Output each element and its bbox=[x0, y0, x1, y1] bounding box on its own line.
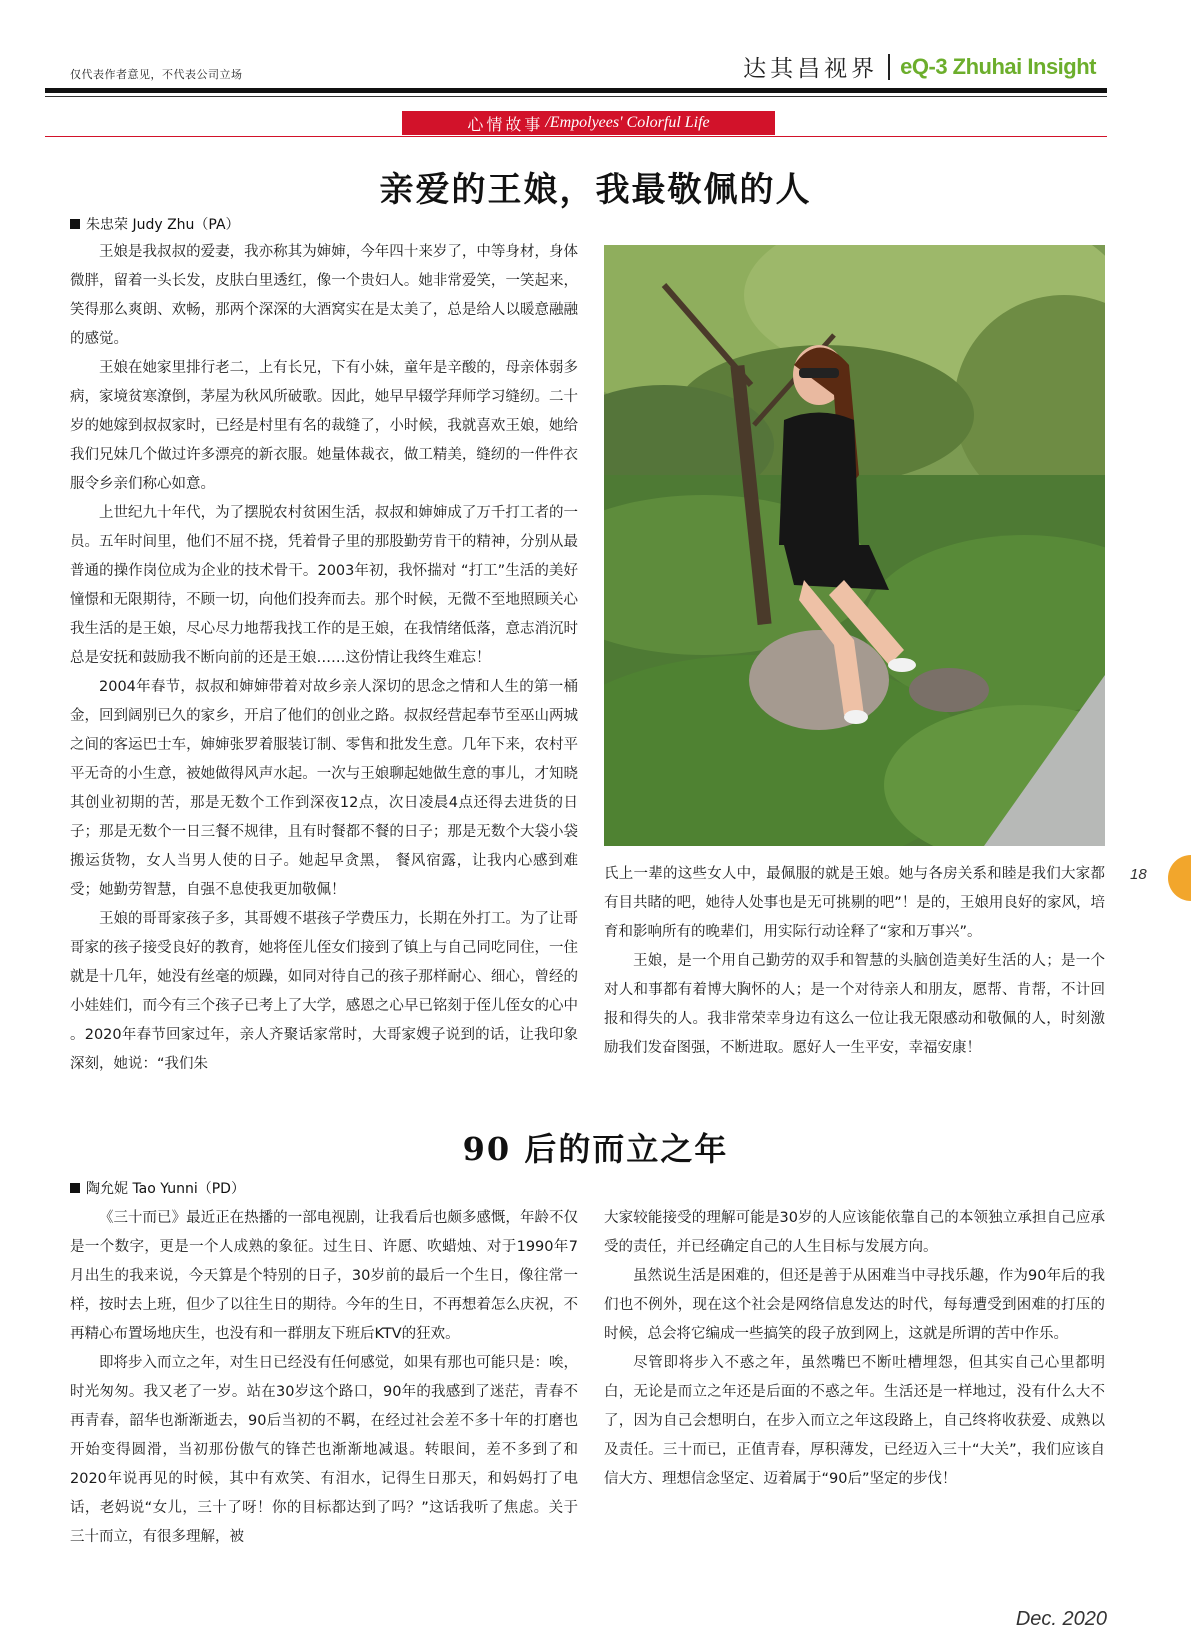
article2-left-column bbox=[70, 1204, 578, 1552]
article1-right-column bbox=[604, 860, 1105, 1063]
article1-left-column bbox=[70, 238, 578, 1079]
paragraph: 虽然说生活是困难的，但还是善于从困难当中寻找乐趣，作为90年后的我们也不例外，现在这个社会是网络信息发达的时代，每每遭受到困难的打压的时候，总会将它编成一些搞笑的段子放到网上，这就是所谓的苦中作乐。 bbox=[604, 1268, 1105, 1342]
paragraph: 王娘，是一个用自己勤劳的双手和智慧的头脑创造美好生活的人；是一个对人和事都有着博大胸怀的人；是一个对待亲人和朋友，愿帮、肯帮，不计回报和得失的人。我非常荣幸身边有这么一位让我无限感动和敬佩的人，时刻激励我们发奋图强，不断进取。愿好人一生平安，幸福安康！ bbox=[604, 953, 1105, 1056]
paragraph: 大家较能接受的理解可能是30岁的人应该能依靠自己的本领独立承担自己应承受的责任，并已经确定自己的人生目标与发展方向。 bbox=[604, 1210, 1105, 1255]
bullet-square-icon bbox=[70, 219, 80, 229]
paragraph: 王娘的哥哥家孩子多，其哥嫂不堪孩子学费压力，长期在外打工。为了让哥哥家的孩子接受良好的教育，她将侄儿侄女们接到了镇上与自己同吃同住，一住就是十几年，她没有丝毫的烦躁，如同对待自己的孩子那样耐心、细心，曾经的小娃娃们，而今有三个孩子已考上了大学，感恩之心早已铭刻于侄儿侄女的心中 。2020年春节回家过年，亲人齐聚话家常时，大哥家嫂子说到的话，让我印象深刻，她说：“我们朱 bbox=[70, 911, 578, 1072]
article1-byline bbox=[70, 214, 240, 234]
photo-illustration bbox=[604, 245, 1105, 846]
paragraph: 即将步入而立之年，对生日已经没有任何感觉，如果有那也可能只是：唉，时光匆匆。我又老了一岁。站在30岁这个路口，90年的我感到了迷茫，青春不再青春，韶华也渐渐逝去，90后当初的不羁，在经过社会差不多十年的打磨也开始变得圆滑，当初那份傲气的锋芒也渐渐地减退。转眼间，差不多到了和2020年说再见的时候，其中有欢笑、有泪水，记得生日那天，和妈妈打了电话，老妈说“女儿，三十了呀！你的目标都达到了吗？”这话我听了焦虑。关于三十而立，有很多理解，被 bbox=[70, 1355, 578, 1545]
section-title-en: /Empolyees' Colorful Life bbox=[545, 114, 710, 131]
issue-date: Dec. 2020 bbox=[1015, 1608, 1107, 1630]
paragraph: 尽管即将步入不惑之年，虽然嘴巴不断吐槽埋怨，但其实自己心里都明白，无论是而立之年还是后面的不惑之年。生活还是一样地过，没有什么大不了，因为自己会想明白，在步入而立之年这段路上，自己终将收获爱、成熟以及责任。三十而已，正值青春，厚积薄发，已经迈入三十“大关”，我们应该自信大方、理想信念坚定、迈着属于“90后”坚定的步伐！ bbox=[604, 1355, 1105, 1487]
masthead-en: eQ-3 Zhuhai Insight bbox=[900, 53, 1096, 79]
article2-title: 90 后的而立之年 bbox=[462, 1130, 729, 1168]
paragraph: 2004年春节，叔叔和婶婶带着对故乡亲人深切的思念之情和人生的第一桶金，回到阔别已久的家乡，开启了他们的创业之路。叔叔经营起奉节至巫山两城之间的客运巴士车，婶婶张罗着服装订制、零售和批发生意。几年下来，农村平平无奇的小生意，被她做得风声水起。一次与王娘聊起她做生意的事儿，才知晓其创业初期的苦，那是无数个工作到深夜12点，次日凌晨4点还得去进货的日子；那是无数个一日三餐不规律，且有时餐都不餐的日子；那是无数个大袋小袋搬运货物，女人当男人使的日子。她起早贪黑， 餐风宿露，让我内心感到难受；她勤劳智慧，自强不息使我更加敬佩！ bbox=[70, 679, 578, 898]
paragraph: 王娘在她家里排行老二，上有长兄，下有小妹，童年是辛酸的，母亲体弱多病，家境贫寒潦倒，茅屋为秋风所破歌。因此，她早早辍学拜师学习缝纫。二十岁的她嫁到叔叔家时，已经是村里有名的裁缝了，小时候，我就喜欢王娘，她给我们兄妹几个做过许多漂亮的新衣服。她量体裁衣，做工精美，缝纫的一件件衣服令乡亲们称心如意。 bbox=[70, 360, 578, 492]
header-rule bbox=[45, 88, 1107, 93]
header-rule-thin bbox=[45, 96, 1107, 97]
disclaimer: 仅代表作者意见，不代表公司立场 bbox=[70, 68, 243, 81]
article1-author: 朱忠荣 Judy Zhu（PA） bbox=[86, 217, 240, 233]
page-number: 18 bbox=[1130, 866, 1147, 883]
masthead bbox=[743, 50, 1096, 83]
section-banner bbox=[402, 111, 775, 135]
paragraph: 《三十而已》最近正在热播的一部电视剧，让我看后也颇多感慨，年龄不仅是一个数字，更是一个人成熟的象征。过生日、许愿、吹蜡烛、对于1990年7月出生的我来说，今天算是个特别的日子，30岁前的最后一个生日，像往常一样，按时去上班，但少了以往生日的期待。今年的生日，不再想着怎么庆祝，不再精心布置场地庆生，也没有和一群朋友下班后KTV的狂欢。 bbox=[70, 1210, 578, 1342]
section-rule bbox=[45, 136, 1107, 137]
paragraph: 上世纪九十年代，为了摆脱农村贫困生活，叔叔和婶婶成了万千打工者的一员。五年时间里，他们不屈不挠，凭着骨子里的那股勤劳肯干的精神，分别从最普通的操作岗位成为企业的技术骨干。2003年初，我怀揣对 “打工”生活的美好憧憬和无限期待，不顾一切，向他们投奔而去。那个时候，无微不至地照顾关心我生活的是王娘，尽心尽力地帮我找工作的是王娘，在我情绪低落，意志消沉时总是安抚和鼓励我不断向前的还是王娘……这份情让我终生难忘！ bbox=[70, 505, 578, 666]
paragraph: 王娘是我叔叔的爱妻，我亦称其为婶婶，今年四十来岁了，中等身材，身体微胖，留着一头长发，皮肤白里透红，像一个贵妇人。她非常爱笑，一笑起来，笑得那么爽朗、欢畅，那两个深深的大酒窝实在是太美了，总是给人以暖意融融的感觉。 bbox=[70, 244, 578, 347]
article2-author: 陶允妮 Tao Yunni（PD） bbox=[86, 1181, 245, 1197]
portrait-photo bbox=[604, 245, 1105, 846]
article2-right-column bbox=[604, 1204, 1105, 1494]
article1-title: 亲爱的王娘，我最敬佩的人 bbox=[379, 170, 812, 210]
section-title-cn: 心情故事 bbox=[467, 114, 544, 134]
page-tab bbox=[1168, 855, 1191, 901]
bullet-square-icon bbox=[70, 1183, 80, 1193]
masthead-divider bbox=[888, 54, 890, 80]
masthead-cn: 达其昌视界 bbox=[743, 56, 879, 82]
article2-byline bbox=[70, 1178, 245, 1198]
paragraph: 氏上一辈的这些女人中，最佩服的就是王娘。她与各房关系和睦是我们大家都有目共睹的吧，她待人处事也是无可挑剔的吧”！是的，王娘用良好的家风，培育和影响所有的晚辈们，用实际行动诠释了“家和万事兴”。 bbox=[604, 866, 1105, 940]
